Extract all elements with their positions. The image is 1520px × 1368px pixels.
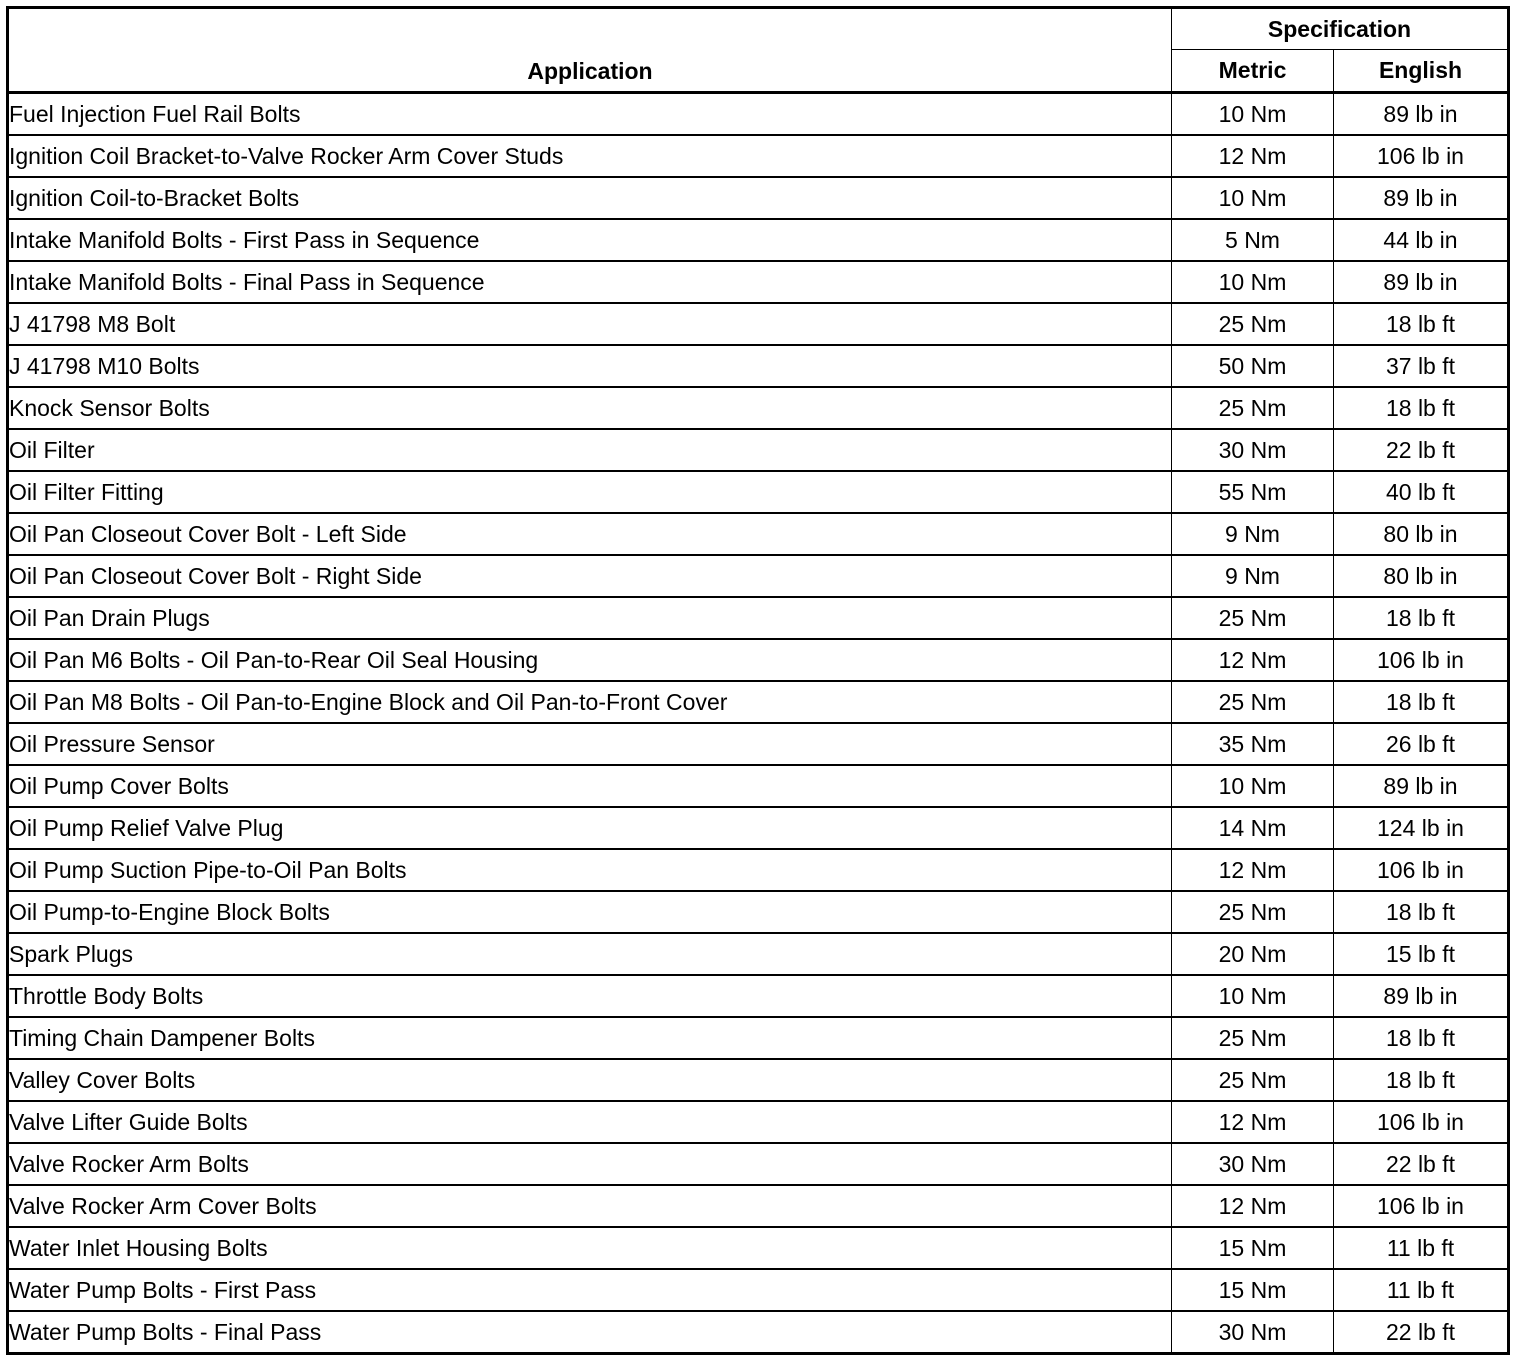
- table-row: [8, 177, 1509, 219]
- application-cell: Oil Pump Cover Bolts: [8, 765, 1172, 807]
- english-cell: 89 lb in: [1334, 93, 1509, 136]
- english-cell: 22 lb ft: [1334, 1311, 1509, 1354]
- application-cell: Oil Pump-to-Engine Block Bolts: [8, 891, 1172, 933]
- table-row: [8, 555, 1509, 597]
- table-row: [8, 1185, 1509, 1227]
- english-cell: 15 lb ft: [1334, 933, 1509, 975]
- application-cell: Valve Lifter Guide Bolts: [8, 1101, 1172, 1143]
- english-cell: 80 lb in: [1334, 513, 1509, 555]
- application-cell: Oil Filter: [8, 429, 1172, 471]
- metric-cell: 9 Nm: [1172, 555, 1334, 597]
- metric-cell: 12 Nm: [1172, 849, 1334, 891]
- metric-cell: 14 Nm: [1172, 807, 1334, 849]
- english-cell: 18 lb ft: [1334, 1017, 1509, 1059]
- application-cell: Oil Pan Closeout Cover Bolt - Left Side: [8, 513, 1172, 555]
- table-row: [8, 807, 1509, 849]
- english-cell: 89 lb in: [1334, 177, 1509, 219]
- application-cell: Oil Pump Relief Valve Plug: [8, 807, 1172, 849]
- table-row: [8, 723, 1509, 765]
- application-cell: J 41798 M10 Bolts: [8, 345, 1172, 387]
- table-row: [8, 513, 1509, 555]
- metric-cell: 10 Nm: [1172, 975, 1334, 1017]
- english-cell: 106 lb in: [1334, 849, 1509, 891]
- english-cell: 44 lb in: [1334, 219, 1509, 261]
- metric-cell: 50 Nm: [1172, 345, 1334, 387]
- metric-column-header: Metric: [1172, 50, 1334, 93]
- table-row: [8, 261, 1509, 303]
- table-row: [8, 345, 1509, 387]
- table-row: [8, 471, 1509, 513]
- table-header: [8, 8, 1509, 93]
- english-cell: 89 lb in: [1334, 765, 1509, 807]
- metric-cell: 10 Nm: [1172, 765, 1334, 807]
- specification-column-header: Specification: [1172, 8, 1509, 50]
- english-cell: 124 lb in: [1334, 807, 1509, 849]
- metric-cell: 25 Nm: [1172, 891, 1334, 933]
- metric-cell: 12 Nm: [1172, 1101, 1334, 1143]
- table-row: [8, 93, 1509, 136]
- table-row: [8, 303, 1509, 345]
- table-row: [8, 1143, 1509, 1185]
- metric-cell: 30 Nm: [1172, 1143, 1334, 1185]
- metric-cell: 10 Nm: [1172, 93, 1334, 136]
- metric-cell: 5 Nm: [1172, 219, 1334, 261]
- english-cell: 11 lb ft: [1334, 1227, 1509, 1269]
- english-cell: 18 lb ft: [1334, 303, 1509, 345]
- metric-cell: 25 Nm: [1172, 1059, 1334, 1101]
- metric-cell: 35 Nm: [1172, 723, 1334, 765]
- table-row: [8, 429, 1509, 471]
- metric-cell: 25 Nm: [1172, 597, 1334, 639]
- english-cell: 11 lb ft: [1334, 1269, 1509, 1311]
- metric-cell: 12 Nm: [1172, 639, 1334, 681]
- application-cell: Oil Pan M6 Bolts - Oil Pan-to-Rear Oil Seal Housing: [8, 639, 1172, 681]
- application-cell: Oil Pan M8 Bolts - Oil Pan-to-Engine Block and Oil Pan-to-Front Cover: [8, 681, 1172, 723]
- metric-cell: 15 Nm: [1172, 1269, 1334, 1311]
- table-row: [8, 891, 1509, 933]
- metric-cell: 30 Nm: [1172, 429, 1334, 471]
- english-cell: 89 lb in: [1334, 975, 1509, 1017]
- english-cell: 80 lb in: [1334, 555, 1509, 597]
- metric-cell: 20 Nm: [1172, 933, 1334, 975]
- english-cell: 106 lb in: [1334, 1101, 1509, 1143]
- table-row: [8, 597, 1509, 639]
- application-cell: Intake Manifold Bolts - First Pass in Sequence: [8, 219, 1172, 261]
- english-cell: 22 lb ft: [1334, 429, 1509, 471]
- metric-cell: 9 Nm: [1172, 513, 1334, 555]
- english-cell: 22 lb ft: [1334, 1143, 1509, 1185]
- table-row: [8, 933, 1509, 975]
- english-cell: 18 lb ft: [1334, 387, 1509, 429]
- english-cell: 106 lb in: [1334, 135, 1509, 177]
- table-row: [8, 849, 1509, 891]
- english-cell: 26 lb ft: [1334, 723, 1509, 765]
- application-cell: Oil Pan Closeout Cover Bolt - Right Side: [8, 555, 1172, 597]
- table-row: [8, 1269, 1509, 1311]
- application-cell: Water Pump Bolts - First Pass: [8, 1269, 1172, 1311]
- application-cell: Ignition Coil-to-Bracket Bolts: [8, 177, 1172, 219]
- application-cell: Spark Plugs: [8, 933, 1172, 975]
- metric-cell: 12 Nm: [1172, 135, 1334, 177]
- application-cell: Valve Rocker Arm Bolts: [8, 1143, 1172, 1185]
- english-cell: 18 lb ft: [1334, 891, 1509, 933]
- table-row: [8, 1227, 1509, 1269]
- application-cell: Ignition Coil Bracket-to-Valve Rocker Arm Cover Studs: [8, 135, 1172, 177]
- english-cell: 18 lb ft: [1334, 681, 1509, 723]
- application-cell: Timing Chain Dampener Bolts: [8, 1017, 1172, 1059]
- metric-cell: 25 Nm: [1172, 387, 1334, 429]
- application-cell: Oil Filter Fitting: [8, 471, 1172, 513]
- metric-cell: 25 Nm: [1172, 681, 1334, 723]
- application-cell: Fuel Injection Fuel Rail Bolts: [8, 93, 1172, 136]
- application-cell: Oil Pressure Sensor: [8, 723, 1172, 765]
- application-cell: Water Inlet Housing Bolts: [8, 1227, 1172, 1269]
- metric-cell: 12 Nm: [1172, 1185, 1334, 1227]
- torque-spec-document: [6, 6, 1510, 1355]
- english-cell: 37 lb ft: [1334, 345, 1509, 387]
- application-cell: Throttle Body Bolts: [8, 975, 1172, 1017]
- metric-cell: 25 Nm: [1172, 303, 1334, 345]
- table-row: [8, 1311, 1509, 1354]
- english-cell: 18 lb ft: [1334, 1059, 1509, 1101]
- table-row: [8, 219, 1509, 261]
- metric-cell: 25 Nm: [1172, 1017, 1334, 1059]
- application-cell: Oil Pan Drain Plugs: [8, 597, 1172, 639]
- english-cell: 18 lb ft: [1334, 597, 1509, 639]
- table-body: [8, 93, 1509, 1354]
- table-row: [8, 639, 1509, 681]
- application-cell: J 41798 M8 Bolt: [8, 303, 1172, 345]
- metric-cell: 55 Nm: [1172, 471, 1334, 513]
- specification-table: [6, 6, 1510, 1355]
- table-row: [8, 1017, 1509, 1059]
- table-row: [8, 681, 1509, 723]
- table-row: [8, 1059, 1509, 1101]
- application-cell: Oil Pump Suction Pipe-to-Oil Pan Bolts: [8, 849, 1172, 891]
- table-row: [8, 975, 1509, 1017]
- table-row: [8, 765, 1509, 807]
- metric-cell: 30 Nm: [1172, 1311, 1334, 1354]
- table-row: [8, 135, 1509, 177]
- english-cell: 40 lb ft: [1334, 471, 1509, 513]
- metric-cell: 10 Nm: [1172, 261, 1334, 303]
- english-cell: 89 lb in: [1334, 261, 1509, 303]
- application-cell: Valley Cover Bolts: [8, 1059, 1172, 1101]
- metric-cell: 15 Nm: [1172, 1227, 1334, 1269]
- table-row: [8, 1101, 1509, 1143]
- application-cell: Water Pump Bolts - Final Pass: [8, 1311, 1172, 1354]
- application-cell: Valve Rocker Arm Cover Bolts: [8, 1185, 1172, 1227]
- application-column-header: Application: [8, 8, 1172, 93]
- english-cell: 106 lb in: [1334, 1185, 1509, 1227]
- application-cell: Intake Manifold Bolts - Final Pass in Sequence: [8, 261, 1172, 303]
- table-row: [8, 387, 1509, 429]
- english-column-header: English: [1334, 50, 1509, 93]
- metric-cell: 10 Nm: [1172, 177, 1334, 219]
- application-cell: Knock Sensor Bolts: [8, 387, 1172, 429]
- english-cell: 106 lb in: [1334, 639, 1509, 681]
